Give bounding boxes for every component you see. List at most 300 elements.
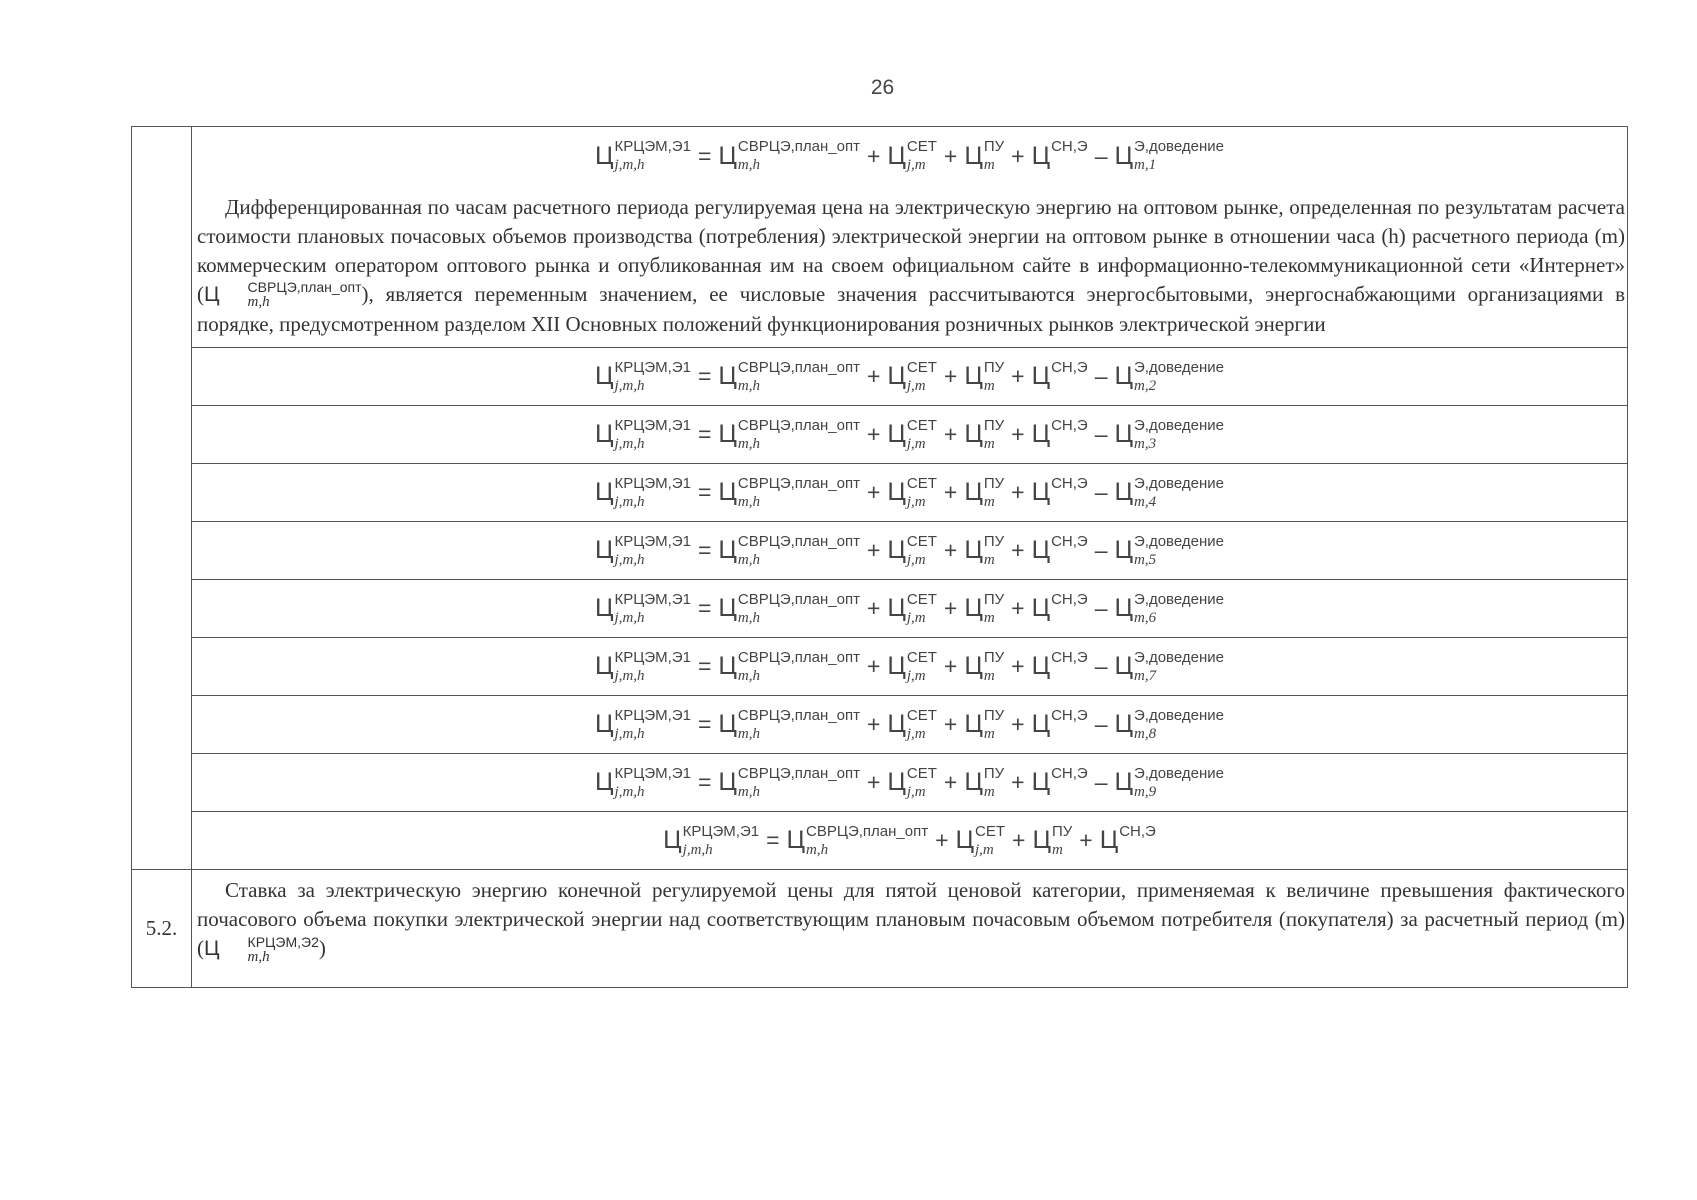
wholesale-price-symbol: Ц bbox=[718, 536, 737, 565]
infrastructure-price-subscript: m bbox=[983, 609, 995, 626]
bringing-price-indices bbox=[1134, 360, 1224, 394]
inline-indices bbox=[220, 935, 319, 965]
bringing-price-symbol: Ц bbox=[1114, 652, 1133, 681]
wholesale-price-indices bbox=[738, 766, 860, 800]
section-text-before: Ставка за электрическую энергию конечной регулируемой цены для пятой ценовой категории, применяемая к величине превышения фактического почасового объема покупки электрической энергии над соответствующим плановым почасовым объемом потребителя (покупателя) за расчетный период (m) ( bbox=[197, 878, 1625, 961]
plus-sign: + bbox=[943, 711, 958, 738]
bringing-price-indices bbox=[1134, 592, 1224, 626]
wholesale-price-subscript: m,h bbox=[737, 157, 760, 173]
infrastructure-price-symbol: Ц bbox=[964, 362, 983, 391]
infrastructure-price-symbol: Ц bbox=[1032, 826, 1051, 855]
lhs-superscript: КРЦЭМ,Э1 bbox=[614, 416, 691, 434]
infrastructure-price-indices bbox=[984, 592, 1004, 626]
minus-sign: – bbox=[1094, 653, 1108, 680]
network-price-indices bbox=[907, 139, 937, 173]
section-5-2-text bbox=[192, 870, 1627, 986]
network-price-indices bbox=[907, 650, 937, 684]
bringing-price-subscript: m,6 bbox=[1134, 609, 1157, 626]
page-number: 26 bbox=[870, 76, 895, 99]
price-formula bbox=[192, 824, 1627, 858]
wholesale-price-superscript: СВРЦЭ,план_опт bbox=[737, 138, 860, 155]
infrastructure-price-subscript: m bbox=[983, 435, 995, 452]
price-formula bbox=[192, 360, 1627, 394]
wholesale-price-indices bbox=[738, 592, 860, 626]
infrastructure-price-symbol: Ц bbox=[964, 594, 983, 623]
lhs-subscript: j,m,h bbox=[614, 783, 645, 800]
sales-markup-indices bbox=[1051, 650, 1088, 684]
bringing-price-subscript: m,9 bbox=[1134, 783, 1157, 800]
formula-cell bbox=[192, 464, 1628, 522]
price-formula bbox=[192, 418, 1627, 452]
infrastructure-price-subscript: m bbox=[983, 725, 995, 742]
infrastructure-price-symbol: Ц bbox=[964, 768, 983, 797]
lhs-symbol: Ц bbox=[663, 826, 682, 855]
minus-sign: – bbox=[1094, 479, 1108, 506]
sales-markup-subscript bbox=[1051, 669, 1088, 684]
network-price-superscript: СЕТ bbox=[975, 822, 1006, 840]
network-price-subscript: j,m bbox=[906, 667, 926, 684]
bringing-price-symbol: Ц bbox=[1114, 594, 1133, 623]
bringing-price-indices bbox=[1134, 650, 1224, 684]
sales-markup-subscript bbox=[1119, 843, 1156, 858]
bringing-price-superscript: Э,доведение bbox=[1134, 532, 1224, 550]
infrastructure-price-subscript: m bbox=[983, 551, 995, 568]
infrastructure-price-superscript: ПУ bbox=[983, 706, 1005, 724]
infrastructure-price-subscript: m bbox=[983, 667, 995, 684]
sales-markup-indices bbox=[1051, 139, 1088, 173]
network-price-subscript: j,m bbox=[906, 377, 926, 394]
lhs-subscript: j,m,h bbox=[614, 725, 645, 742]
sales-markup-indices bbox=[1051, 708, 1088, 742]
price-formula bbox=[192, 534, 1627, 568]
plus-sign: + bbox=[866, 711, 881, 738]
wholesale-price-indices bbox=[738, 534, 860, 568]
network-price-superscript: СЕТ bbox=[906, 358, 937, 376]
plus-sign: + bbox=[943, 479, 958, 506]
plus-sign: + bbox=[866, 142, 881, 169]
lhs-subscript: j,m,h bbox=[614, 609, 645, 626]
lhs-symbol: Ц bbox=[595, 710, 614, 739]
plus-sign: + bbox=[1011, 479, 1025, 506]
formula-cell bbox=[192, 812, 1628, 870]
bringing-price-symbol: Ц bbox=[1114, 362, 1133, 391]
wholesale-price-symbol: Ц bbox=[718, 478, 737, 507]
wholesale-price-indices bbox=[738, 418, 860, 452]
infrastructure-price-indices bbox=[984, 418, 1004, 452]
lhs-superscript: КРЦЭМ,Э1 bbox=[614, 764, 691, 782]
infrastructure-price-symbol: Ц bbox=[964, 478, 983, 507]
lhs-subscript: j,m,h bbox=[614, 493, 645, 510]
inline-price-symbol bbox=[204, 279, 362, 311]
sales-markup-superscript: СН,Э bbox=[1051, 358, 1088, 376]
sales-markup-symbol: Ц bbox=[1099, 826, 1119, 855]
inline-subscript: m,h bbox=[247, 294, 270, 311]
formula-cell bbox=[192, 696, 1628, 754]
network-price-superscript: СЕТ bbox=[906, 764, 937, 782]
sales-markup-subscript bbox=[1051, 727, 1088, 742]
infrastructure-price-indices bbox=[984, 360, 1004, 394]
network-price-superscript: СЕТ bbox=[906, 416, 937, 434]
lhs-superscript: КРЦЭМ,Э1 bbox=[614, 706, 691, 724]
bringing-price-symbol: Ц bbox=[1114, 536, 1133, 565]
network-price-indices bbox=[907, 360, 937, 394]
plus-sign: + bbox=[866, 421, 881, 448]
wholesale-price-symbol: Ц bbox=[718, 362, 737, 391]
wholesale-price-indices bbox=[738, 139, 860, 173]
network-price-superscript: СЕТ bbox=[906, 648, 937, 666]
lhs-symbol: Ц bbox=[595, 768, 614, 797]
sales-markup-subscript bbox=[1051, 785, 1088, 800]
infrastructure-price-superscript: ПУ bbox=[983, 532, 1005, 550]
sales-markup-subscript bbox=[1051, 379, 1088, 394]
plus-sign: + bbox=[1011, 711, 1025, 738]
wholesale-price-indices bbox=[806, 824, 928, 858]
equals-sign: = bbox=[697, 769, 712, 796]
infrastructure-price-indices bbox=[984, 766, 1004, 800]
infrastructure-price-subscript: m bbox=[983, 493, 995, 510]
network-price-symbol: Ц bbox=[887, 536, 906, 565]
sales-markup-superscript: СН,Э bbox=[1051, 764, 1088, 782]
equals-sign: = bbox=[697, 421, 712, 448]
minus-sign: – bbox=[1094, 595, 1108, 622]
wholesale-price-symbol: Ц bbox=[718, 141, 737, 170]
network-price-subscript: j,m bbox=[975, 841, 994, 858]
plus-sign: + bbox=[866, 363, 881, 390]
formula-cell bbox=[192, 580, 1628, 638]
lhs-superscript: КРЦЭМ,Э1 bbox=[614, 532, 691, 550]
infrastructure-price-superscript: ПУ bbox=[983, 590, 1005, 608]
lhs-symbol: Ц bbox=[595, 420, 614, 449]
plus-sign: + bbox=[1011, 142, 1025, 169]
plus-sign: + bbox=[943, 363, 958, 390]
bringing-price-indices bbox=[1134, 766, 1224, 800]
plus-sign: + bbox=[1011, 595, 1025, 622]
bringing-price-indices bbox=[1134, 708, 1224, 742]
sales-markup-subscript bbox=[1051, 495, 1088, 510]
wholesale-price-symbol: Ц bbox=[718, 768, 737, 797]
network-price-symbol: Ц bbox=[955, 826, 975, 855]
lhs-symbol: Ц bbox=[595, 478, 614, 507]
network-price-subscript: j,m bbox=[906, 157, 926, 173]
network-price-symbol: Ц bbox=[887, 141, 906, 170]
formula-cell bbox=[192, 406, 1628, 464]
minus-sign: – bbox=[1094, 421, 1108, 448]
sales-markup-symbol: Ц bbox=[1031, 594, 1051, 623]
bringing-price-symbol: Ц bbox=[1114, 478, 1133, 507]
bringing-price-indices bbox=[1134, 139, 1224, 173]
infrastructure-price-indices bbox=[984, 534, 1004, 568]
plus-sign: + bbox=[1079, 827, 1093, 854]
equals-sign: = bbox=[697, 711, 712, 738]
network-price-indices bbox=[907, 592, 937, 626]
network-price-subscript: j,m bbox=[906, 493, 926, 510]
tariff-table bbox=[131, 126, 1628, 988]
sales-markup-subscript bbox=[1051, 553, 1088, 568]
infrastructure-price-superscript: ПУ bbox=[983, 416, 1005, 434]
wholesale-price-symbol: Ц bbox=[786, 826, 805, 855]
lhs-subscript: j,m,h bbox=[682, 841, 713, 858]
network-price-indices bbox=[907, 708, 937, 742]
sales-markup-indices bbox=[1051, 592, 1088, 626]
section-number: 5.2. bbox=[132, 870, 192, 987]
price-formula bbox=[192, 476, 1627, 510]
infrastructure-price-superscript: ПУ bbox=[983, 648, 1005, 666]
formula-cell bbox=[192, 522, 1628, 580]
bringing-price-superscript: Э,доведение bbox=[1134, 706, 1224, 724]
wholesale-price-superscript: СВРЦЭ,план_опт bbox=[737, 416, 860, 434]
network-price-subscript: j,m bbox=[906, 435, 926, 452]
bringing-price-superscript: Э,доведение bbox=[1134, 648, 1224, 666]
network-price-indices bbox=[907, 418, 937, 452]
bringing-price-subscript: m,7 bbox=[1134, 667, 1157, 684]
sales-markup-superscript: СН,Э bbox=[1051, 706, 1088, 724]
lhs-superscript: КРЦЭМ,Э1 bbox=[614, 590, 691, 608]
plus-sign: + bbox=[866, 769, 881, 796]
lhs-indices bbox=[615, 360, 691, 394]
sales-markup-subscript bbox=[1051, 611, 1088, 626]
sales-markup-indices bbox=[1051, 360, 1088, 394]
lhs-subscript: j,m,h bbox=[614, 667, 645, 684]
network-price-subscript: j,m bbox=[906, 551, 926, 568]
sales-markup-symbol: Ц bbox=[1031, 536, 1051, 565]
bringing-price-superscript: Э,доведение bbox=[1134, 764, 1224, 782]
bringing-price-superscript: Э,доведение bbox=[1134, 358, 1224, 376]
lhs-indices bbox=[615, 418, 691, 452]
sales-markup-symbol: Ц bbox=[1031, 652, 1051, 681]
infrastructure-price-subscript: m bbox=[983, 377, 995, 394]
sales-markup-indices bbox=[1051, 766, 1088, 800]
infrastructure-price-symbol: Ц bbox=[964, 710, 983, 739]
sales-markup-subscript bbox=[1051, 158, 1088, 173]
equals-sign: = bbox=[697, 653, 712, 680]
plus-sign: + bbox=[866, 537, 881, 564]
price-formula bbox=[192, 127, 1627, 191]
minus-sign: – bbox=[1094, 711, 1108, 738]
plus-sign: + bbox=[866, 479, 881, 506]
sales-markup-indices bbox=[1051, 418, 1088, 452]
bringing-price-subscript: m,1 bbox=[1134, 157, 1157, 173]
plus-sign: + bbox=[943, 421, 958, 448]
sales-markup-symbol: Ц bbox=[1031, 478, 1051, 507]
bringing-price-symbol: Ц bbox=[1114, 768, 1133, 797]
lhs-indices bbox=[615, 650, 691, 684]
inline-symbol: Ц bbox=[204, 283, 220, 306]
infrastructure-price-indices bbox=[984, 139, 1004, 173]
bringing-price-superscript: Э,доведение bbox=[1134, 416, 1224, 434]
bringing-price-subscript: m,4 bbox=[1134, 493, 1157, 510]
plus-sign: + bbox=[1011, 537, 1025, 564]
network-price-symbol: Ц bbox=[887, 710, 906, 739]
network-price-superscript: СЕТ bbox=[906, 474, 937, 492]
infrastructure-price-symbol: Ц bbox=[964, 420, 983, 449]
inline-superscript: СВРЦЭ,план_опт bbox=[247, 279, 362, 296]
price-formula bbox=[192, 650, 1627, 684]
description-text-before: Дифференцированная по часам расчетного периода регулируемая цена на электрическую энергию на оптовом рынке, определенная по результатам расчета стоимости плановых почасовых объемов производства (потребления) электрической энергии на оптовом рынке в отношении часа (h) расчетного периода (m) коммерческим оператором оптового рынка и опубликованная им на своем официальном сайте в информационно-телекоммуникационной сети «Интернет» ( bbox=[197, 195, 1625, 306]
bringing-price-subscript: m,8 bbox=[1134, 725, 1157, 742]
sales-markup-subscript bbox=[1051, 437, 1088, 452]
wholesale-price-subscript: m,h bbox=[737, 783, 760, 800]
lhs-indices bbox=[615, 708, 691, 742]
plus-sign: + bbox=[943, 595, 958, 622]
inline-subscript: m,h bbox=[247, 948, 270, 965]
formula-cell bbox=[192, 348, 1628, 406]
equals-sign: = bbox=[697, 537, 712, 564]
network-price-indices bbox=[907, 766, 937, 800]
wholesale-price-superscript: СВРЦЭ,план_опт bbox=[737, 764, 860, 782]
equals-sign: = bbox=[697, 595, 712, 622]
description-text-after: ), является переменным значением, ее числовые значения рассчитываются энергосбытовыми, энергоснабжающими организациями в порядке, предусмотренном разделом XII Основных положений функционирования розничных рынков электрической энергии bbox=[197, 282, 1625, 337]
inline-superscript: КРЦЭМ,Э2 bbox=[247, 933, 319, 950]
section-text-after: ) bbox=[318, 936, 326, 961]
infrastructure-price-indices bbox=[1052, 824, 1072, 858]
inline-indices bbox=[220, 280, 362, 310]
equals-sign: = bbox=[697, 479, 712, 506]
network-price-symbol: Ц bbox=[887, 362, 906, 391]
infrastructure-price-subscript: m bbox=[1051, 841, 1063, 858]
lhs-subscript: j,m,h bbox=[614, 435, 645, 452]
lhs-subscript: j,m,h bbox=[614, 377, 645, 394]
wholesale-price-subscript: m,h bbox=[737, 725, 760, 742]
sales-markup-symbol: Ц bbox=[1031, 362, 1051, 391]
infrastructure-price-symbol: Ц bbox=[964, 536, 983, 565]
inline-symbol: Ц bbox=[204, 937, 220, 961]
lhs-symbol: Ц bbox=[595, 362, 614, 391]
bringing-price-subscript: m,2 bbox=[1134, 377, 1157, 394]
lhs-indices bbox=[615, 592, 691, 626]
wholesale-price-subscript: m,h bbox=[737, 551, 760, 568]
bringing-price-indices bbox=[1134, 418, 1224, 452]
lhs-symbol: Ц bbox=[595, 594, 614, 623]
lhs-superscript: КРЦЭМ,Э1 bbox=[682, 822, 760, 840]
infrastructure-price-superscript: ПУ bbox=[1051, 822, 1073, 840]
minus-sign: – bbox=[1094, 769, 1108, 796]
sales-markup-indices bbox=[1051, 476, 1088, 510]
wholesale-price-indices bbox=[738, 360, 860, 394]
plus-sign: + bbox=[935, 827, 949, 854]
infrastructure-price-symbol: Ц bbox=[964, 141, 983, 170]
section-5-2-cell bbox=[192, 870, 1628, 987]
price-formula bbox=[192, 766, 1627, 800]
sales-markup-indices bbox=[1051, 534, 1088, 568]
price-formula bbox=[192, 708, 1627, 742]
network-price-superscript: СЕТ bbox=[906, 706, 937, 724]
equals-sign: = bbox=[766, 827, 780, 854]
plus-sign: + bbox=[866, 653, 881, 680]
bringing-price-indices bbox=[1134, 534, 1224, 568]
wholesale-price-indices bbox=[738, 476, 860, 510]
bringing-price-superscript: Э,доведение bbox=[1134, 590, 1224, 608]
formula-cell bbox=[192, 638, 1628, 696]
bringing-price-indices bbox=[1134, 476, 1224, 510]
bringing-price-subscript: m,3 bbox=[1134, 435, 1157, 452]
wholesale-price-superscript: СВРЦЭ,план_опт bbox=[737, 590, 860, 608]
plus-sign: + bbox=[943, 769, 958, 796]
wholesale-price-subscript: m,h bbox=[737, 377, 760, 394]
plus-sign: + bbox=[1011, 653, 1025, 680]
infrastructure-price-superscript: ПУ bbox=[983, 138, 1005, 155]
bringing-price-superscript: Э,доведение bbox=[1134, 138, 1224, 155]
sales-markup-superscript: СН,Э bbox=[1051, 532, 1088, 550]
wholesale-price-subscript: m,h bbox=[737, 609, 760, 626]
wholesale-price-superscript: СВРЦЭ,план_опт bbox=[737, 706, 860, 724]
lhs-indices bbox=[615, 139, 691, 173]
price-description bbox=[192, 191, 1627, 347]
wholesale-price-subscript: m,h bbox=[737, 667, 760, 684]
infrastructure-price-superscript: ПУ bbox=[983, 474, 1005, 492]
bringing-price-superscript: Э,доведение bbox=[1134, 474, 1224, 492]
lhs-superscript: КРЦЭМ,Э1 bbox=[614, 648, 691, 666]
plus-sign: + bbox=[1011, 769, 1025, 796]
sales-markup-symbol: Ц bbox=[1031, 141, 1051, 170]
sales-markup-superscript: СН,Э bbox=[1051, 590, 1088, 608]
network-price-symbol: Ц bbox=[887, 652, 906, 681]
lhs-symbol: Ц bbox=[595, 536, 614, 565]
bringing-price-symbol: Ц bbox=[1114, 420, 1133, 449]
wholesale-price-superscript: СВРЦЭ,план_опт bbox=[737, 358, 860, 376]
lhs-superscript: КРЦЭМ,Э1 bbox=[614, 358, 691, 376]
wholesale-price-superscript: СВРЦЭ,план_опт bbox=[737, 648, 860, 666]
wholesale-price-indices bbox=[738, 708, 860, 742]
sales-markup-indices bbox=[1119, 824, 1156, 858]
lhs-indices bbox=[615, 534, 691, 568]
network-price-subscript: j,m bbox=[906, 725, 926, 742]
plus-sign: + bbox=[1012, 827, 1026, 854]
wholesale-price-symbol: Ц bbox=[718, 652, 737, 681]
lhs-symbol: Ц bbox=[595, 652, 614, 681]
lhs-symbol: Ц bbox=[595, 141, 614, 170]
network-price-indices bbox=[907, 476, 937, 510]
wholesale-price-subscript: m,h bbox=[806, 841, 829, 858]
lhs-indices bbox=[615, 476, 691, 510]
network-price-symbol: Ц bbox=[887, 478, 906, 507]
wholesale-price-superscript: СВРЦЭ,план_опт bbox=[737, 474, 860, 492]
infrastructure-price-superscript: ПУ bbox=[983, 764, 1005, 782]
lhs-subscript: j,m,h bbox=[614, 157, 645, 173]
equals-sign: = bbox=[697, 363, 712, 390]
bringing-price-symbol: Ц bbox=[1114, 141, 1133, 170]
wholesale-price-subscript: m,h bbox=[737, 493, 760, 510]
network-price-indices bbox=[907, 534, 937, 568]
wholesale-price-symbol: Ц bbox=[718, 420, 737, 449]
infrastructure-price-subscript: m bbox=[983, 157, 995, 173]
plus-sign: + bbox=[943, 537, 958, 564]
sales-markup-superscript: СН,Э bbox=[1051, 648, 1088, 666]
minus-sign: – bbox=[1094, 537, 1108, 564]
bringing-price-subscript: m,5 bbox=[1134, 551, 1157, 568]
network-price-symbol: Ц bbox=[887, 420, 906, 449]
wholesale-price-subscript: m,h bbox=[737, 435, 760, 452]
inline-price-symbol bbox=[204, 933, 319, 965]
formula-description-cell bbox=[192, 127, 1628, 348]
plus-sign: + bbox=[943, 142, 958, 169]
lhs-superscript: КРЦЭМ,Э1 bbox=[614, 138, 691, 155]
infrastructure-price-subscript: m bbox=[983, 783, 995, 800]
infrastructure-price-indices bbox=[984, 708, 1004, 742]
infrastructure-price-indices bbox=[984, 476, 1004, 510]
lhs-superscript: КРЦЭМ,Э1 bbox=[614, 474, 691, 492]
sales-markup-symbol: Ц bbox=[1031, 710, 1051, 739]
sales-markup-superscript: СН,Э bbox=[1051, 138, 1088, 155]
price-formula bbox=[192, 592, 1627, 626]
lhs-indices bbox=[615, 766, 691, 800]
plus-sign: + bbox=[1011, 363, 1025, 390]
lhs-indices bbox=[683, 824, 759, 858]
infrastructure-price-superscript: ПУ bbox=[983, 358, 1005, 376]
lhs-subscript: j,m,h bbox=[614, 551, 645, 568]
equals-sign: = bbox=[697, 142, 712, 169]
sales-markup-superscript: СН,Э bbox=[1051, 474, 1088, 492]
wholesale-price-superscript: СВРЦЭ,план_опт bbox=[737, 532, 860, 550]
